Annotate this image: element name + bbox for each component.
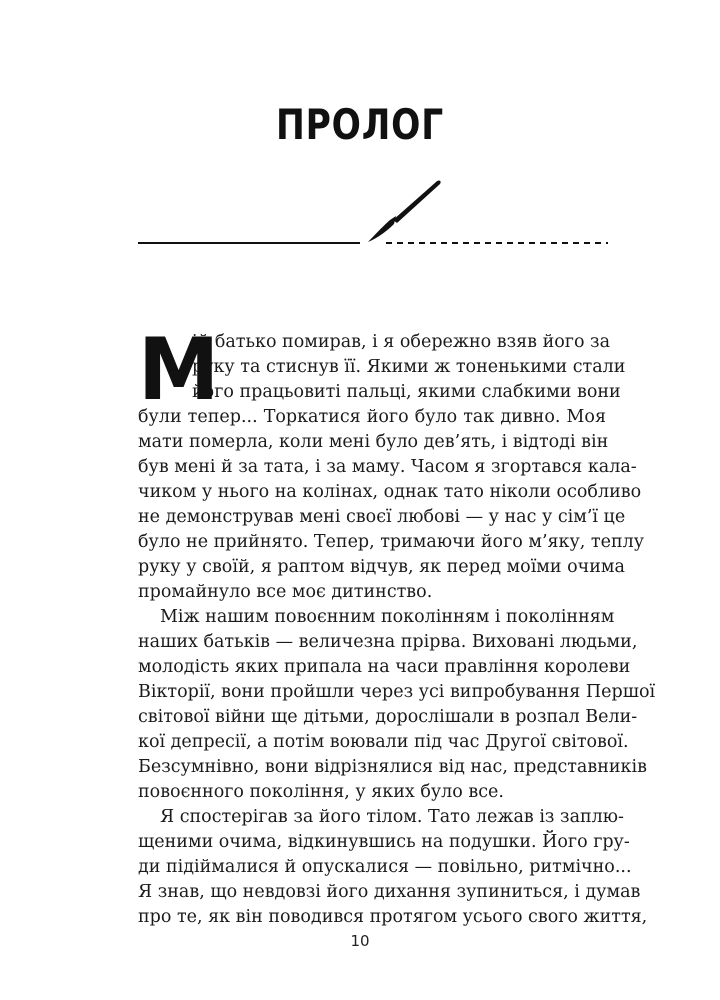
text-line: про те, як він поводився протягом усього свого життя, [138, 907, 648, 927]
text-line: були тепер... Торкатися його було так дивно. Моя [138, 407, 606, 427]
page-number: 10 [350, 932, 370, 950]
text-line: мати померла, коли мені було дев’ять, і відтоді він [138, 432, 609, 452]
text-line: Я знав, що невдовзі його дихання зупиниться, і думав [138, 882, 641, 902]
text-line: наших батьків — величезна прірва. Виховані людьми, [138, 632, 638, 652]
paragraph-3 [138, 805, 648, 930]
text-line: його працьовиті пальці, якими слабкими вони [192, 382, 621, 402]
drop-cap: М [138, 320, 220, 420]
text-line: не демонстрував мені своєї любові — у нас у сім’ї це [138, 507, 626, 527]
text-line: був мені й за тата, і за маму. Часом я згортався кала- [138, 457, 637, 477]
text-line: молодість яких припала на часи правління королеви [138, 657, 631, 677]
scalpel-divider [138, 176, 608, 256]
text-line: кої депресії, а потім воювали під час Другої світової. [138, 732, 629, 752]
text-line: ій батько помирав, і я обережно взяв його за [192, 332, 611, 352]
text-line: ди підіймалися й опускалися — повільно, ритмічно... [138, 857, 632, 877]
scalpel-icon [368, 181, 441, 242]
text-line: промайнуло все моє дитинство. [138, 582, 433, 602]
text-line: було не прийнято. Тепер, тримаючи його м’яку, теплу [138, 532, 645, 552]
text-line: Безсумнівно, вони відрізнялися від нас, представників [138, 757, 647, 777]
text-line: повоєнного покоління, у яких було все. [138, 782, 504, 802]
paragraph-1 [138, 320, 645, 605]
text-line: Вікторії, вони пройшли через усі випробування Першої [138, 682, 656, 702]
text-line: чиком у нього на колінах, однак тато ніколи особливо [138, 482, 642, 502]
text-line: руку у своїй, я раптом відчув, як перед моїми очима [138, 557, 625, 577]
text-line: світової війни ще дітьми, дорослішали в розпал Вели- [138, 707, 638, 727]
body-text [138, 320, 656, 930]
text-line: руку та стиснув її. Якими ж тоненькими стали [192, 357, 626, 377]
page-title: ПРОЛОГ [275, 100, 445, 149]
text-line: Я спостерігав за його тілом. Тато лежав із заплю- [160, 807, 624, 827]
text-line: Між нашим повоєнним поколінням і поколінням [160, 607, 615, 627]
text-line: щеними очима, відкинувшись на подушки. Його гру- [138, 832, 630, 852]
paragraph-2 [138, 605, 656, 805]
